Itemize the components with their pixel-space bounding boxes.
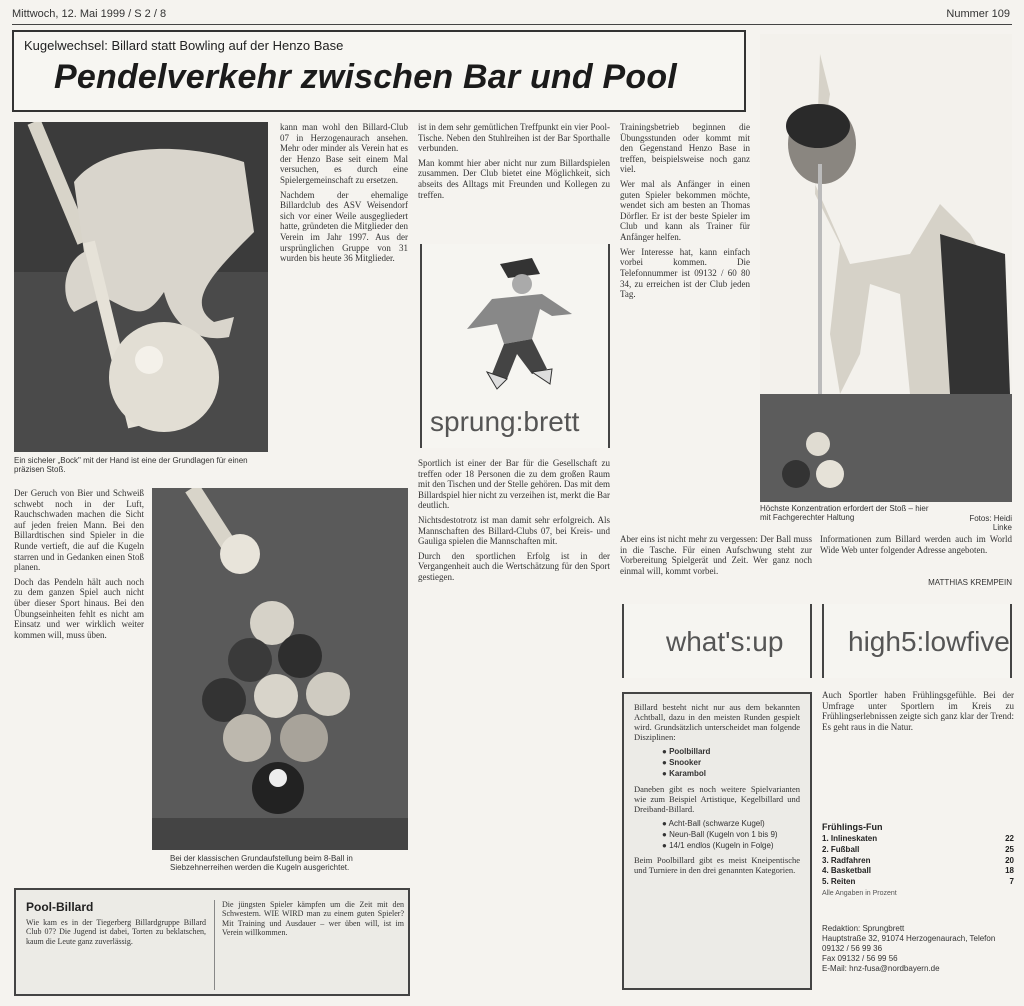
logo-sprungbrett-box — [420, 244, 610, 448]
infobox-pool-billard — [14, 888, 410, 996]
list-item: ● Karambol — [662, 769, 706, 779]
article-col-3-bottom — [418, 458, 610, 992]
ranking-row: 3. Radfahren 20 — [822, 855, 1014, 865]
list-item: ● 14/1 endlos (Kugeln in Folge) — [662, 841, 774, 851]
logo-whatsup: what's:up — [666, 626, 784, 657]
ranking-box — [822, 822, 1014, 897]
paragraph: Aber eins ist nicht mehr zu vergessen: Der Ball muss in die Tasche. Für einen Aufschwung steht zur Vorbereitung Spielgerät und Zeit. Wer ganz noch einmal will, kommt vorbei. — [620, 534, 812, 576]
list-item: ● Acht-Ball (schwarze Kugel) — [662, 818, 765, 828]
bullet-list — [662, 746, 800, 780]
photo-ball-rack — [152, 488, 408, 850]
photo-cue-hand-image — [14, 122, 268, 452]
infobox-billard-types — [622, 692, 812, 990]
ranking-title: Frühlings-Fun — [822, 822, 883, 832]
article-col-3-top — [418, 122, 610, 234]
paragraph: Wer mal als Anfänger in einen guten Spieler bekommen möchte, wendet sich am besten an Thomas Dörfler. Er ist der beste Spieler im Club und kann als Trainer für Anfänger helfen. — [620, 179, 750, 243]
ranking-row: 4. Basketball 18 — [822, 866, 1014, 876]
paragraph: Nichtsdestotrotz ist man damit sehr erfolgreich. Als Mannschaften des Billard-Clubs 07, bei Kreis- und Gauliga spielen die Mannschaften mit. — [418, 515, 610, 547]
infobox-left-text: Wie kam es in der Tiegerberg Billardgruppe Billard Club 07? Die Jugend ist dabei, Torten zu beklatschen, kaum die Leute ganz zuverlässig. — [26, 918, 206, 946]
bullet-list-2 — [662, 818, 800, 852]
contact-line: Fax 09132 / 56 99 56 — [822, 954, 898, 963]
photo-cue-hand — [14, 122, 268, 452]
list-item: ● Poolbillard — [662, 747, 711, 757]
contact-heading: Redaktion: Sprungbrett — [822, 924, 905, 933]
issue-number: Nummer 109 — [946, 8, 1010, 20]
paragraph: kann man wohl den Billard-Club 07 in Herzogenaurach ansehen. Mehr oder minder als Verein hat es der Henzo Base seit einem Mal versuchen, es durch eine Spielergemeinschaft zu ersetzen. — [280, 122, 408, 186]
paragraph: Doch das Pendeln hält auch noch zu dem ganzen Spiel auch nicht über dieser Sport hinaus. Bei den Übungseinheiten fehlt es nicht am Einsatz und wer wirklich weiter kommen will, muss üben. — [14, 576, 144, 640]
article-col-6 — [620, 534, 812, 594]
article-col-1 — [14, 488, 144, 868]
photo-player — [760, 34, 1012, 502]
logo-whatsup-box — [622, 604, 812, 678]
infobox-text-3: Beim Poolbillard gibt es meist Kneipentische und Turniere in den drei genannten Kategorien. — [634, 855, 800, 876]
date-line: Mittwoch, 12. Mai 1999 / S 2 / 8 — [12, 8, 167, 20]
kicker: Kugelwechsel: Billard statt Bowling auf der Henzo Base — [24, 38, 344, 53]
paragraph: Trainingsbetrieb beginnen die Übungsstunden oder kommt mit den Gegenstand Henzo Base in treffen, beispielsweise noch ganz viel. — [620, 122, 750, 175]
headline-box — [12, 30, 746, 112]
paragraph: Auch Sportler haben Frühlingsgefühle. Bei der Umfrage unter Sportlern im Kreis zu Frühlingserlebnissen zeigte sich ganz klar der Trend: Es geht raus in die Natur. — [822, 690, 1014, 732]
paragraph: ist in dem sehr gemütlichen Treffpunkt ein vier Pool-Tische. Neben den Stuhlreihen ist der Bar Sporthalle verbunden. — [418, 122, 610, 154]
page-title: Pendelverkehr zwischen Bar und Pool — [54, 58, 677, 96]
infobox-intro: Billard besteht nicht nur aus dem bekannten Achtball, dazu in den meisten Runden gespielt wird. Grundsätzlich unterscheidet man folgende Disziplinen: — [634, 702, 800, 743]
mascot-icon — [422, 244, 612, 394]
infobox-title: Pool-Billard — [26, 900, 94, 914]
list-item: ● Neun-Ball (Kugeln von 1 bis 9) — [662, 829, 778, 839]
author-byline: MATTHIAS KREMPEIN — [928, 578, 1012, 587]
infobox-right-text: Die jüngsten Spieler kämpfen um die Zeit mit den Schwestern. WIE WIRD man zu einem guten Spieler? Mit Training und Ausdauer – wer üben will, ist im Verein willkommen. — [222, 900, 404, 938]
article-col-5 — [820, 534, 1012, 574]
photo-ball-rack-image — [152, 488, 408, 850]
logo-high5-box — [822, 604, 1012, 678]
ranking-row: 5. Reiten 7 — [822, 877, 1014, 887]
divider — [214, 900, 215, 990]
infobox-text-2: Daneben gibt es noch weitere Spielvarianten wie zum Beispiel Artistique, Kegelbillard und Dreiband-Billard. — [634, 783, 800, 814]
ranking-note: Alle Angaben in Prozent — [822, 889, 897, 897]
photo-player-image — [760, 34, 1012, 502]
caption-ball-rack: Bei der klassischen Grundaufstellung beim 8-Ball in Siebzehnerreihen werden die Kugeln ausgerichtet. — [170, 854, 353, 873]
photo-credit: Fotos: Heidi Linke — [969, 514, 1012, 533]
ranking-row: 1. Inlineskaten 22 — [822, 834, 1014, 843]
paragraph: Man kommt hier aber nicht nur zum Billardspielen zusammen. Der Club bietet eine Möglichkeit, sich abseits des Alltags mit Freunden und Kollegen zu treffen. — [418, 157, 610, 200]
article-col-4 — [620, 122, 750, 598]
contact-line: Hauptstraße 32, 91074 Herzogenaurach, Telefon 09132 / 56 99 36 — [822, 934, 996, 953]
paragraph: Der Geruch von Bier und Schweiß schwebt noch in der Luft, Rauchschwaden machen die Sicht auf jeden freien Mann. Bei den Billardtischen sind Spieler in die Runde vertieft, die auf die Kugeln starren und in Gedanken einen Stoß planen. — [14, 488, 144, 573]
ranking-row: 2. Fußball 25 — [822, 844, 1014, 854]
logo-sprungbrett: sprung:brett — [430, 406, 580, 437]
logo-high5: high5:lowfive — [848, 626, 1010, 657]
paragraph: Informationen zum Billard werden auch im World Wide Web unter folgender Adresse angeboten. — [820, 534, 1012, 555]
contact-line: E-Mail: hnz-fusa@nordbayern.de — [822, 964, 940, 973]
paragraph: Durch den sportlichen Erfolg ist in der Vergangenheit auch die Wertschätzung für den Sport gestiegen. — [418, 550, 610, 583]
top-rule — [12, 24, 1012, 25]
paragraph: Wer Interesse hat, kann einfach vorbei kommen. Die Telefonnummer ist 09132 / 60 80 34, zu erreichen ist der Club jeden Tag. — [620, 246, 750, 300]
article-col-2 — [280, 122, 408, 478]
caption-player: Höchste Konzentration erfordert der Stoß – hier mit Fachgerechter Haltung — [760, 504, 929, 523]
contact-block — [822, 924, 1014, 974]
paragraph: Sportlich ist einer der Bar für die Gesellschaft zu treffen oder 18 Personen die zu dem großen Raum mit den Tischen und der Stelle gehören. Das mit dem Billardspiel hier nicht zu verzeihen ist, merkt die Bar deutlich. — [418, 458, 610, 511]
list-item: ● Snooker — [662, 758, 702, 768]
paragraph: Nachdem der ehemalige Billardclub des ASV Weisendorf sich vor einer Weile ausgegliedert hatte, gründeten die Mitglieder den Verein im Jahr 1997. Aus der ursprünglichen Gruppe von 31 wurden bis heute 36 Mitglieder. — [280, 189, 408, 264]
article-col-7 — [822, 690, 1014, 816]
caption-cue-hand: Ein sicheler „Bock" mit der Hand ist eine der Grundlagen für einen präzisen Stoß. — [14, 456, 248, 475]
